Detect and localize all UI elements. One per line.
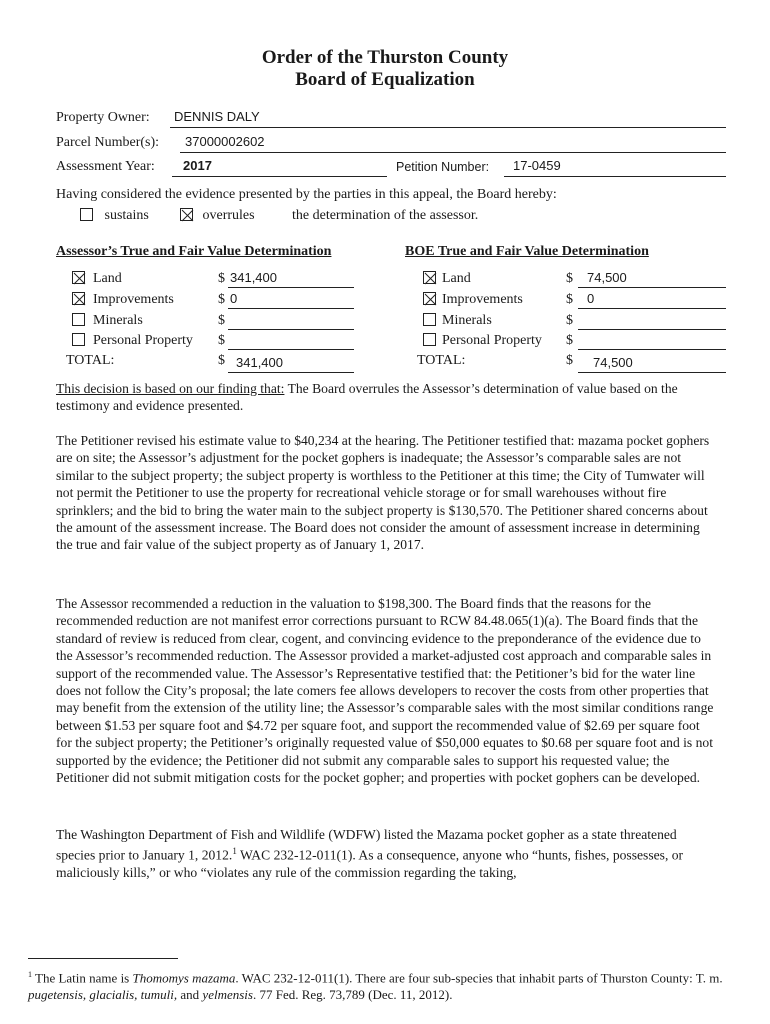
assessor-row-underline [228,349,354,350]
petition-value: 17-0459 [513,158,561,173]
assessor-row [72,292,174,308]
boe-total-currency: $ [566,353,573,368]
assessor-row-checkbox [72,292,85,305]
sustains-label: sustains [104,208,149,223]
footnote-text-e: and [177,987,203,1003]
assessor-row-checkbox [72,271,85,284]
assessor-row-underline [228,329,354,330]
wdfw-text-b: WAC 232-12-011(1). As a consequence, anyone who “hunts, fishes, possesses, or maliciously kills,” or who “violates any rule of the commission regarding the taking, [56,847,684,881]
owner-underline [170,127,726,128]
assessor-row-checkbox [72,333,85,346]
boe-row-underline [578,349,726,350]
parcel-value: 37000002602 [185,134,265,149]
assessor-row-label: Land [93,271,122,286]
footnote-text-c: . WAC 232-12-011(1). There are four sub-species that inhabit parts of Thurston County: T. m. [235,970,723,986]
boe-row-checkbox [423,333,436,346]
finding-paragraph [56,380,716,415]
footnote-ref: 1 [232,846,237,857]
finding-lead: This decision is based on our finding that: [56,381,285,396]
year-label: Assessment Year: [56,159,155,174]
assessor-row-underline [228,287,354,288]
boe-row-label: Land [442,271,471,286]
boe-row-label: Improvements [442,292,523,307]
assessor-heading: Assessor’s True and Fair Value Determination [56,244,332,259]
assessor-total-value: 341,400 [236,355,283,370]
petition-underline [504,176,726,177]
footnote-mark: 1 [28,970,32,979]
assessor-row-currency: $ [218,333,225,348]
boe-row-label: Personal Property [442,333,542,348]
assessor-row-value: 0 [230,291,238,306]
assessor-row-label: Minerals [93,313,143,328]
boe-row-label: Minerals [442,313,492,328]
assessor-total-label: TOTAL: [66,353,115,368]
petition-label: Petition Number: [396,160,490,174]
finding-rest: The Board overrules the Assessor’s determination of value based on the testimony and evidence presented. [56,381,678,414]
parcel-underline [180,152,726,153]
boe-row-checkbox [423,313,436,326]
sustains-option [80,208,149,224]
footnote [28,966,742,1003]
footnote-subspecies-last: yelmensis [202,987,253,1003]
boe-row-value: 74,500 [587,270,627,285]
decision-tail: the determination of the assessor. [292,208,479,223]
intro-text: Having considered the evidence presented by the parties in this appeal, the Board hereby: [56,187,557,202]
assessor-row-value: 341,400 [230,270,277,285]
boe-row-underline [578,287,726,288]
footnote-text-g: . 77 Fed. Reg. 73,789 (Dec. 11, 2012). [252,987,453,1003]
boe-row-currency: $ [566,271,573,286]
boe-total-label: TOTAL: [417,353,466,368]
assessor-row-label: Personal Property [93,333,193,348]
boe-row-underline [578,308,726,309]
wdfw-paragraph [56,826,717,882]
assessor-row [72,333,193,349]
boe-row-currency: $ [566,292,573,307]
wdfw-text-a: The Washington Department of Fish and Wildlife (WDFW) listed the Mazama pocket gopher as a state threatened species prior to January 1, 2012. [56,827,677,863]
boe-row [423,271,471,287]
assessor-row-checkbox [72,313,85,326]
year-value: 2017 [183,158,212,173]
boe-row-currency: $ [566,313,573,328]
assessor-row [72,313,143,329]
assessor-row-currency: $ [218,292,225,307]
assessor-total-underline [228,372,354,373]
footnote-separator [28,958,178,959]
document-title-line2: Board of Equalization [295,69,475,90]
boe-row-currency: $ [566,333,573,348]
parcel-label: Parcel Number(s): [56,135,160,150]
owner-label: Property Owner: [56,110,150,125]
footnote-subspecies: pugetensis, glacialis, tumuli, [28,987,178,1003]
petitioner-paragraph: The Petitioner revised his estimate value to $40,234 at the hearing. The Petitioner testified that: mazama pocket gophers are on site; the Assessor’s adjustment for the pocket gophers is inadequate; the Assessor’s comparable sales are not similar to the subject property; the subject property is worthless to the Petitioner at this time; the City of Tumwater will not permit the Petitioner to use the property for recreational vehicle storage or for small warehouses without fire sprinklers; and the bid to bring the water main to the subject property is $130,570. The Petitioner shared concerns about the amount of the assessment increase. The Board does not consider the amount of assessment increase in determining the true and fair value of the subject property as of January 1, 2017. [56,433,710,553]
overrules-checkbox [180,208,193,221]
assessor-row-currency: $ [218,271,225,286]
overrules-label: overrules [202,208,255,223]
year-underline [172,176,387,177]
assessor-row-label: Improvements [93,292,174,307]
boe-total-underline [578,372,726,373]
assessor-row-underline [228,308,354,309]
boe-row-underline [578,329,726,330]
overrules-option [180,208,255,224]
boe-row [423,292,523,308]
assessor-row [72,271,122,287]
boe-row [423,313,492,329]
owner-value: DENNIS DALY [174,109,260,124]
assessor-paragraph: The Assessor recommended a reduction in the valuation to $198,300. The Board finds that the reasons for the recommended reduction are not manifest error corrections pursuant to RCW 84.48.065(1)(a). The Board finds that the standard of review is reduced from clear, cogent, and convincing evidence to the preponderance of the evidence due to the Assessor’s recommended reduction. The Assessor provided a market-adjusted cost approach and comparable sales in support of the recommended value. The Assessor’s Representative testified that: the Petitioner’s bid for the water line does not follow the City’s proposal; the late comers fee allows developers to recover the costs from other properties that may benefit from the extension of the utility line; the Assessor’s comparable sales with the most similar conditions range between $1.53 per square foot and $4.72 per square foot, and support the recommended value of $2.69 per square foot for the subject property; the Petitioner’s originally requested value of $50,000 equates to $0.68 per square foot and is not supported by the evidence; the Petitioner did not submit any comparable sales to support his requested value; the Petitioner did not submit mitigation costs for the pocket gopher; and properties with pocket gophers can be developed. [56,596,714,786]
boe-row [423,333,542,349]
assessor-row-currency: $ [218,313,225,328]
assessor-total-currency: $ [218,353,225,368]
boe-row-value: 0 [587,291,595,306]
boe-total-value: 74,500 [593,355,633,370]
boe-heading: BOE True and Fair Value Determination [405,244,649,259]
boe-row-checkbox [423,292,436,305]
sustains-checkbox [80,208,93,221]
footnote-text-a: The Latin name is [32,970,133,986]
footnote-species: Thomomys mazama [132,970,236,986]
document-title-line1: Order of the Thurston County [261,47,509,68]
boe-row-checkbox [423,271,436,284]
